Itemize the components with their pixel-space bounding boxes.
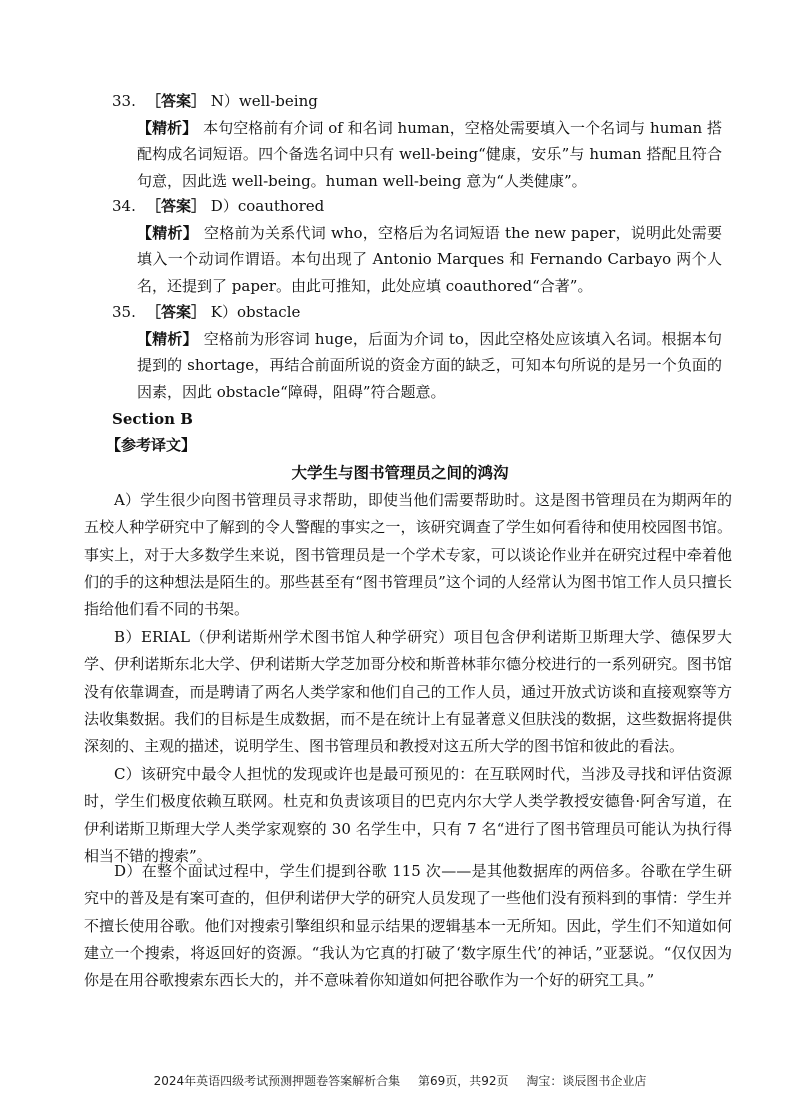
section-heading: Section B	[112, 410, 193, 428]
paragraph-d: D）在整个面试过程中，学生们提到谷歌 115 次——是其他数据库的两倍多。谷歌在学生研究中的普及是有案可查的，但伊利诺伊大学的研究人员发现了一些他们没有预料到的事情：学生并不擅长使用谷歌。他们对搜索引擎组织和显示结果的逻辑基本一无所知。因此，学生们不知道如何建立一个搜索，将返回好的资源。“我认为它真的打破了‘数字原生代’的神话，”亚瑟说。“仅仅因为你是在用谷歌搜索东西长大的，并不意味着你知道如何把谷歌作为一个好的研究工具。”	[84, 862, 732, 990]
page-footer	[0, 1072, 800, 1089]
answer-tag: ［答案］	[146, 197, 207, 215]
translation-title: 大学生与图书管理员之间的鸿沟	[291, 464, 509, 482]
paragraph-a: A）学生很少向图书管理员寻求帮助，即使当他们需要帮助时。这是图书管理员在为期两年的五校人种学研究中了解到的令人警醒的事实之一，该研究调查了学生如何看待和使用校园图书馆。事实上，对于大多数学生来说，图书管理员是一个学术专家，可以谈论作业并在研究过程中牵着他们的手的这种想法是陌生的。那些甚至有“图书管理员”这个词的人经常认为图书馆工作人员只擅长指给他们看不同的书架。	[84, 491, 732, 619]
footer-page-number: 第69页，共92页	[417, 1074, 509, 1088]
answer-value: N）well-being	[210, 92, 318, 110]
question-number: 33.	[112, 92, 136, 110]
answer-34	[112, 193, 324, 219]
analysis-text: 本句空格前有介词 of 和名词 human，空格处需要填入一个名词与 human 搭配构成名词短语。四个备选名词中只有 well-being“健康，安乐”与 human 搭配且符合句意，因此选 well-being。human well-being 意为“人类健康”。	[137, 119, 722, 190]
analysis-tag: 【精析】	[137, 224, 198, 242]
analysis-34	[137, 220, 722, 299]
answer-value: K）obstacle	[210, 303, 301, 321]
analysis-33	[137, 115, 722, 194]
analysis-text: 空格前为关系代词 who，空格后为名词短语 the new paper，说明此处需要填入一个动词作谓语。本句出现了 Antonio Marques 和 Fernando Carbayo 两个人名，还提到了 paper。由此可推知，此处应填 coauthored“合著”。	[137, 224, 722, 295]
question-number: 34.	[112, 197, 136, 215]
translation-label: 【参考译文】	[106, 436, 197, 454]
answer-35	[112, 299, 300, 325]
question-number: 35.	[112, 303, 136, 321]
analysis-tag: 【精析】	[137, 119, 198, 137]
answer-value: D）coauthored	[210, 197, 325, 215]
analysis-35	[137, 326, 722, 405]
paragraph-c: C）该研究中最令人担忧的发现或许也是最可预见的：在互联网时代，当涉及寻找和评估资源时，学生们极度依赖互联网。杜克和负责该项目的巴克内尔大学人类学教授安德鲁·阿舍写道，在伊利诺斯卫斯理大学人类学家观察的 30 名学生中，只有 7 名“进行了图书管理员可能认为执行得相当不错的搜索”。	[84, 765, 732, 865]
footer-shop: 淘宝：谈辰图书企业店	[526, 1074, 647, 1088]
paragraph-b: B）ERIAL（伊利诺斯州学术图书馆人种学研究）项目包含伊利诺斯卫斯理大学、德保罗大学、伊利诺斯东北大学、伊利诺斯大学芝加哥分校和斯普林菲尔德分校进行的一系列研究。图书馆没有依靠调查，而是聘请了两名人类学家和他们自己的工作人员，通过开放式访谈和直接观察等方法收集数据。我们的目标是生成数据，而不是在统计上有显著意义但肤浅的数据，这些数据将提供深刻的、主观的描述，说明学生、图书管理员和教授对这五所大学的图书馆和彼此的看法。	[84, 628, 732, 756]
answer-tag: ［答案］	[146, 303, 207, 321]
analysis-tag: 【精析】	[137, 330, 198, 348]
answer-tag: ［答案］	[146, 92, 207, 110]
analysis-text: 空格前为形容词 huge，后面为介词 to，因此空格处应该填入名词。根据本句提到的 shortage，再结合前面所说的资金方面的缺乏，可知本句所说的是另一个负面的因素，因此 obstacle“障碍，阻碍”符合题意。	[137, 330, 722, 401]
answer-33	[112, 88, 318, 114]
footer-collection: 2024年英语四级考试预测押题卷答案解析合集	[153, 1074, 401, 1088]
